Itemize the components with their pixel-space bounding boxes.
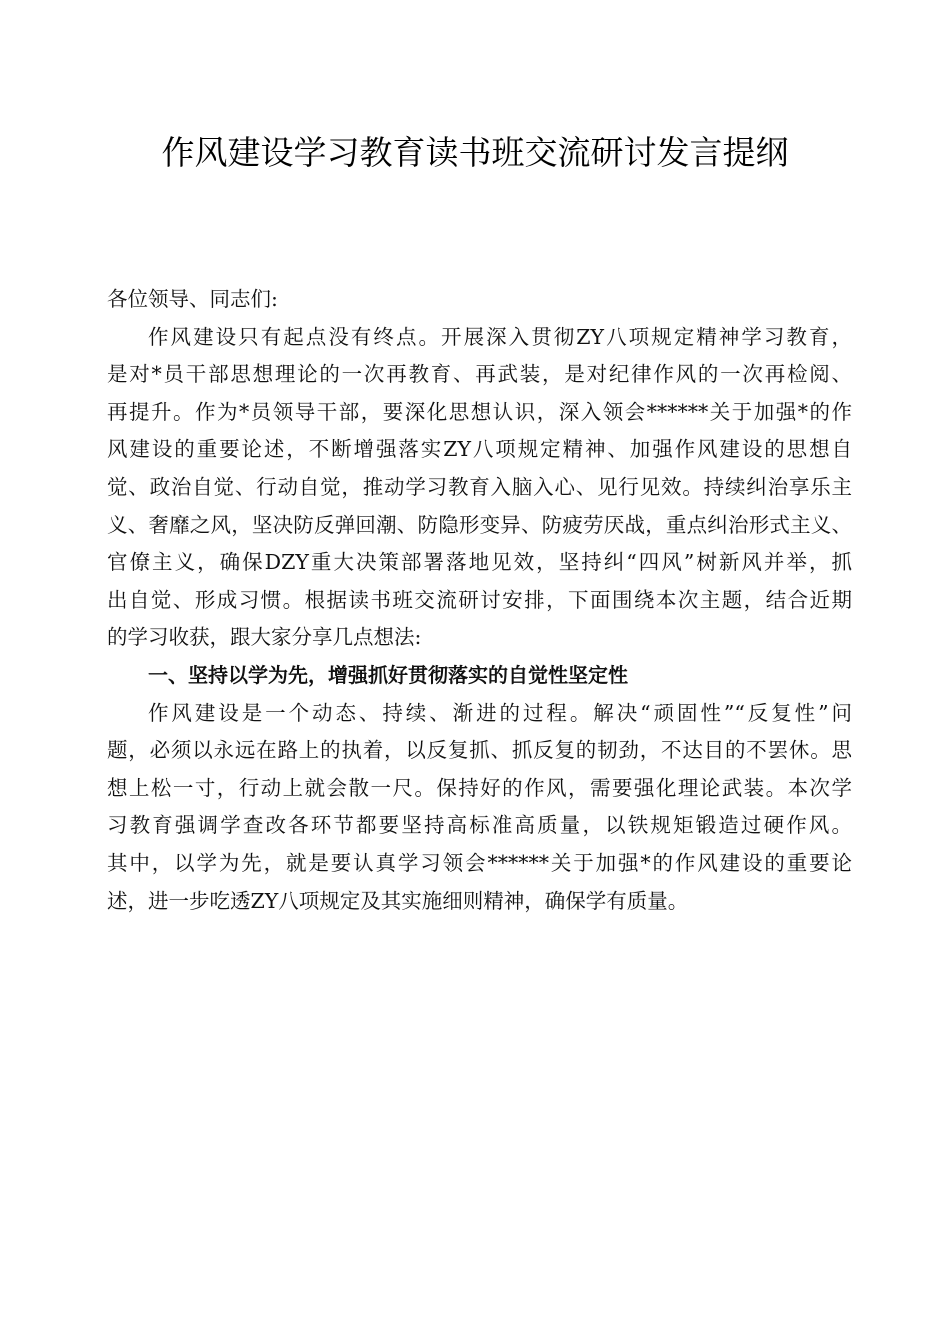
paragraph-1-line: 官僚主义，确保DZY重大决策部署落地见效，坚持纠“四风”树新风并举，抓 [107,550,852,575]
paragraph-1-line: 出自觉、形成习惯。根据读书班交流研讨安排，下面围绕本次主题，结合近期 [107,587,852,612]
paragraph-1-line: 的学习收获，跟大家分享几点想法: [107,625,422,650]
document-body [107,281,852,920]
paragraph-1-line: 风建设的重要论述，不断增强落实ZY八项规定精神、加强作风建设的思想自 [107,437,852,462]
paragraph-1-line: 觉、政治自觉、行动自觉，推动学习教育入脑入心、见行见效。持续纠治享乐主 [107,474,852,499]
paragraph-2-line: 其中，以学为先，就是要认真学习领会******关于加强*的作风建设的重要论 [107,850,852,875]
paragraph-2-line: 作风建设是一个动态、持续、渐进的过程。解决“顽固性”“反复性”问 [148,700,852,725]
paragraph-2-line: 述，进一步吃透ZY八项规定及其实施细则精神，确保学有质量。 [107,888,689,913]
paragraph-1-line: 作风建设只有起点没有终点。开展深入贯彻ZY八项规定精神学习教育， [148,324,852,349]
paragraph-2-line: 习教育强调学查改各环节都要坚持高标准高质量，以铁规矩锻造过硬作风。 [107,813,852,838]
document-title: 作风建设学习教育读书班交流研讨发言提纲 [161,133,789,172]
paragraph-1-line: 义、奢靡之风，坚决防反弹回潮、防隐形变异、防疲劳厌战，重点纠治形式主义、 [107,512,852,537]
paragraph-2-line: 想上松一寸，行动上就会散一尺。保持好的作风，需要强化理论武装。本次学 [107,775,852,800]
salutation: 各位领导、同志们: [107,287,278,311]
paragraph-2-line: 题，必须以永远在路上的执着，以反复抓、抓反复的韧劲，不达目的不罢休。思 [107,738,852,763]
paragraph-1-line: 再提升。作为*员领导干部，要深化思想认识，深入领会******关于加强*的作 [107,399,852,424]
paragraph-1-line: 是对*员干部思想理论的一次再教育、再武装，是对纪律作风的一次再检阅、 [107,362,852,387]
section-heading: 一、坚持以学为先，增强抓好贯彻落实的自觉性坚定性 [148,662,628,687]
